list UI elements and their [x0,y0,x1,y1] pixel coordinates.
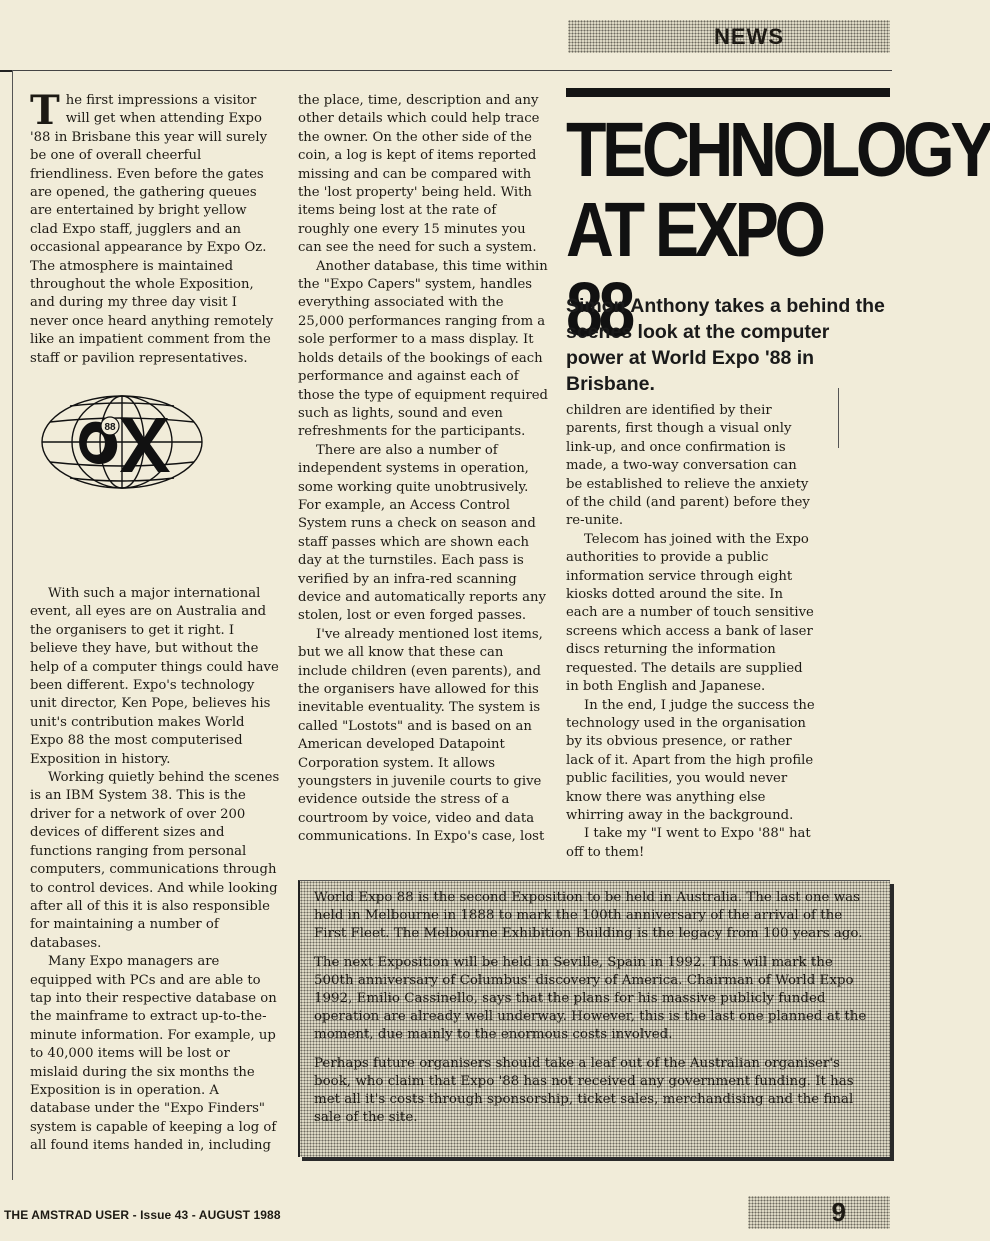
paragraph: children are identified by their parents, first though a visual only link-up, and once confirmation is made, a two-way conversation can be established to relieve the anxiety of the child (and parent) before they re-unite. [566,403,810,529]
column-1-top [30,87,276,368]
standfirst: Simon Anthony takes a behind the scenes look at the computer power at World Expo '88 in Brisbane. [566,295,885,395]
intro-text: he first impressions a visitor will get when attending Expo '88 in Brisbane this year will surely be one of overall cheerful friendliness. Even before the gates are opened, the gathering queues are entertained by bright yellow clad Expo staff, jugglers and an occasional appearance by Expo Oz. The atmosphere is maintained throughout the whole Exposition, and during my three day visit I never once heard anything remotely like an impatient comment from the staff or pavilion representatives. [30,93,274,366]
paragraph: I take my "I went to Expo '88" hat off to them! [566,826,811,860]
headline-line-2: AT EXPO 88 [566,187,822,353]
paragraph: Many Expo managers are equipped with PCs and are able to tap into their respective database on the mainframe to extract up-to-the-minute information. For example, up to 40,000 items will be lost or mislaid during the six months the Exposition is in operation. A database under the "Expo Finders" system is capable of keeping a log of all found items handed in, including [30,954,277,1154]
paragraph: There are also a number of independent systems in operation, some working quite unobtrusively. For example, an Access Control System runs a check on season and staff passes which are shown each day at the turnstiles. Each pass is verified by an infra-red scanning device and automatically reports any stolen, lost or even forged passes. [298,442,546,624]
headline-block [566,88,990,400]
logo-text: 88 [104,422,116,433]
paragraph: Another database, this time within the "Expo Capers" system, handles everything associated with the 25,000 performances ranging from a sole performer to a mass display. It holds details of the bookings of each performance and against each of those the type of equipment required such as lights, sound and even refreshments for the participants. [298,258,548,440]
column-2 [298,92,550,847]
info-paragraph: World Expo 88 is the second Exposition to be held in Australia. The last one was held in Melbourne in 1888 to mark the 100th anniversary of the arrival of the First Fleet. The Melbourne Exhibition Building is the legacy from 100 years ago. [314,890,863,942]
paragraph: Telecom has joined with the Expo authorities to provide a public information service through eight kiosks dotted around the site. In each are a number of touch sensitive screens which access a bank of laser discs returning the information requested. The details are supplied in both English and Japanese. [566,531,814,695]
expo-88-globe-logo [40,392,205,492]
drop-cap: T [30,87,60,134]
footer-text: THE AMSTRAD USER - Issue 43 - AUGUST 1988 [4,1208,281,1222]
divider [12,70,13,1180]
section-tab: NEWS [568,20,890,53]
headline-rule [566,88,890,97]
divider [0,70,12,72]
info-box [298,880,890,1157]
paragraph: Working quietly behind the scenes is an IBM System 38. This is the driver for a network of over 200 devices of different sizes and functions ranging from personal computers, communications through to control devices. And while looking after all of this it is also responsible for maintaining a number of databases. [30,770,280,951]
page-number: 9 [748,1196,890,1229]
divider [838,388,839,448]
column-3 [566,402,816,862]
intro-paragraph [30,87,276,368]
info-paragraph: The next Exposition will be held in Seville, Spain in 1992. This will mark the 500th anniversary of Columbus' discovery of America. Chairman of World Expo 1992, Emilio Cassinello, says that the plans for his massive publicly funded operation are already well underway. However, this is the last one planned at the moment, due mainly to the enormous costs involved. [314,954,867,1043]
info-paragraph: Perhaps future organisers should take a leaf out of the Australian organiser's book, who claim that Expo '88 has not received any government funding. It has met all it's costs through sponsorship, ticket sales, merchandising and the final sale of the site. [314,1055,854,1126]
headline-line-1: TECHNOLOGY [566,107,990,193]
paragraph: the place, time, description and any other details which could help trace the owner. On the other side of the coin, a log is kept of items reported missing and can be compared with the 'lost property' being held. With items being lost at the rate of roughly one every 15 minutes you can see the need for such a system. [298,93,540,256]
paragraph: I've already mentioned lost items, but we all know that these can include children (even parents), and the organisers have allowed for this inevitable eventuality. The system is called "Lostots" and is based on an American developed Datapoint Corporation system. It allows youngsters in juvenile courts to give evidence outside the stress of a courtroom by voice, video and data communications. In Expo's case, lost [298,626,545,845]
paragraph: In the end, I judge the success the technology used in the organisation by its obvious presence, or rather lack of it. Apart from the high profile public facilities, you would never know there was anything else whirring away in the background. [566,697,815,823]
paragraph: With such a major international event, all eyes are on Australia and the organisers to get it right. I believe they have, but without the help of a computer things could have been different. Expo's technology unit director, Ken Pope, believes his unit's contribution makes World Expo 88 the most computerised Exposition in history. [30,586,279,767]
column-1-bottom [30,585,280,1156]
divider [12,70,892,71]
